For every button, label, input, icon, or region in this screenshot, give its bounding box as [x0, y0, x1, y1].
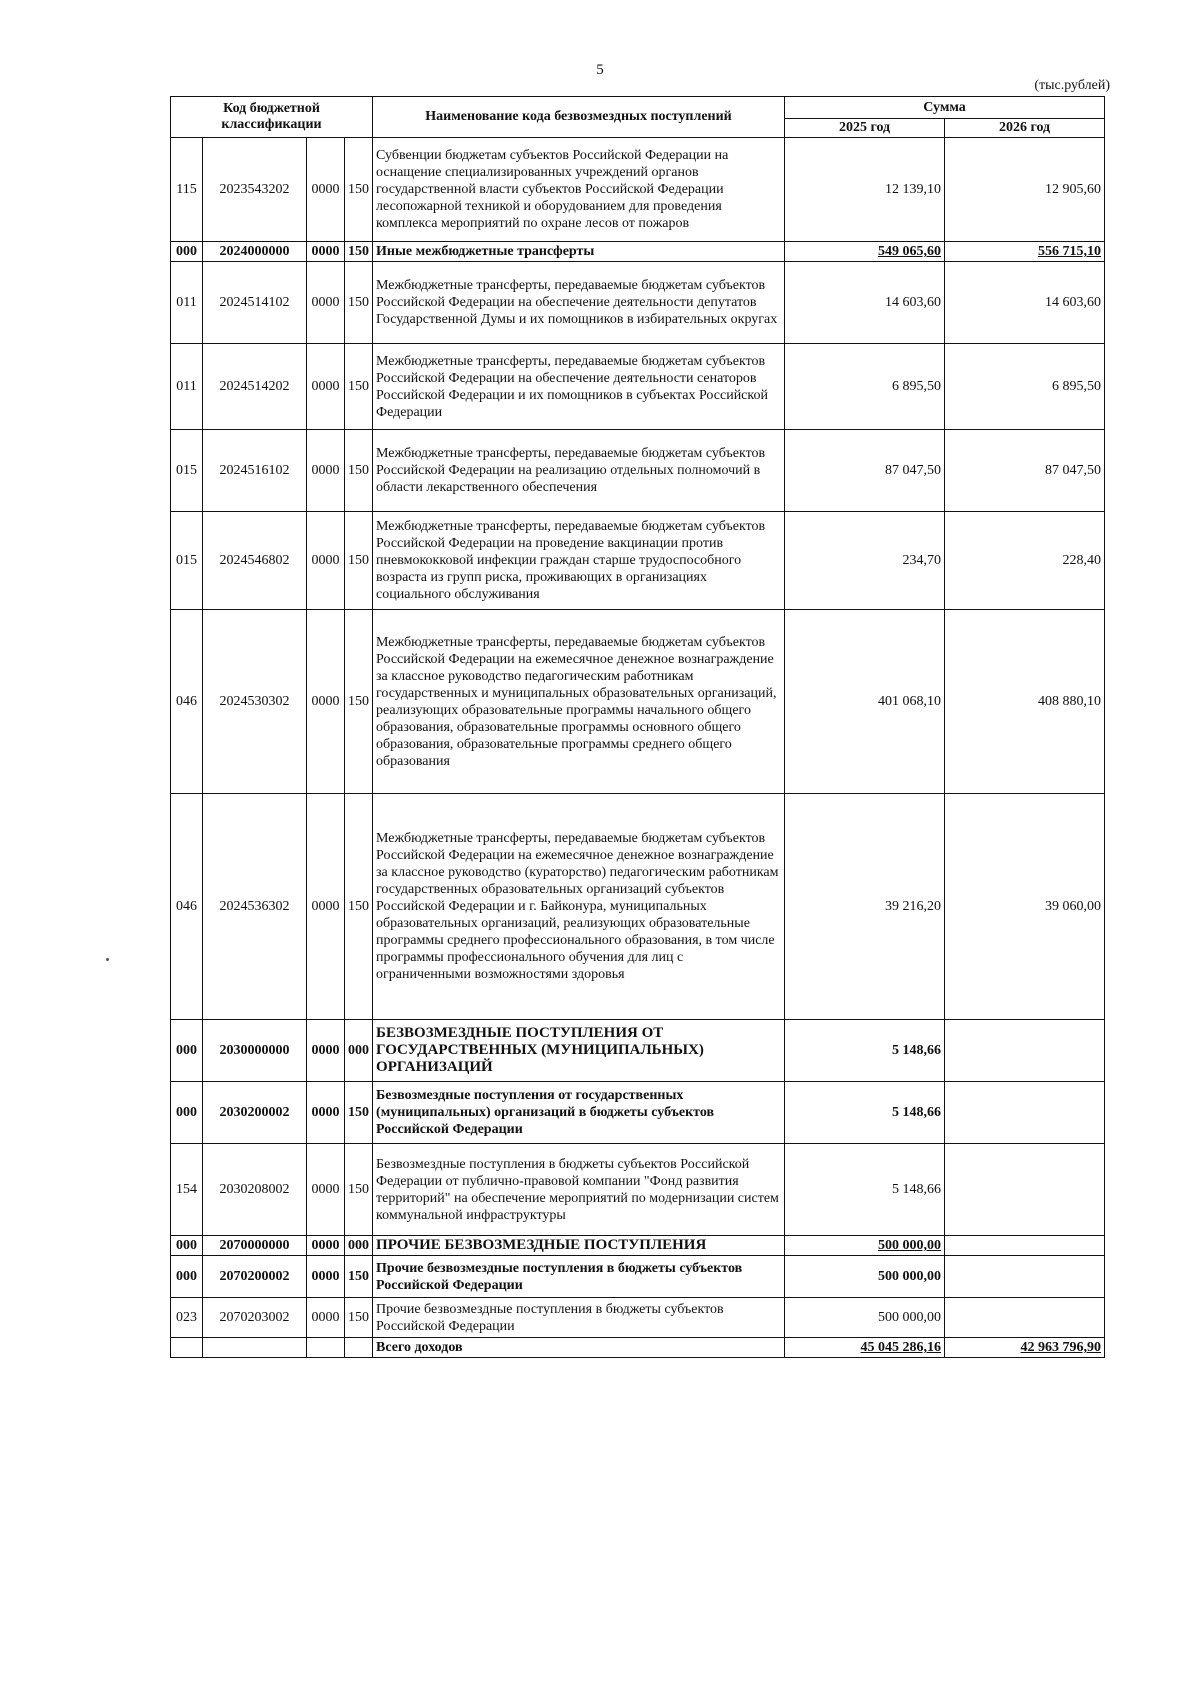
- value-2025: 45 045 286,16: [785, 1338, 945, 1358]
- value-2026: [945, 1144, 1105, 1236]
- row-name: Межбюджетные трансферты, передаваемые бюджетам субъектов Российской Федерации на проведение вакцинации против пневмококковой инфекции граждан старше трудоспособного возраста из групп риска, проживающих в организациях социального обслуживания: [373, 512, 785, 610]
- code-economic: 150: [345, 344, 373, 430]
- table-row: [171, 242, 1105, 262]
- value-2026: 228,40: [945, 512, 1105, 610]
- row-name: Всего доходов: [373, 1338, 785, 1358]
- table-row: [171, 1020, 1105, 1082]
- value-2025: 5 148,66: [785, 1082, 945, 1144]
- table-body: [171, 138, 1105, 1358]
- code-admin: 000: [171, 1256, 203, 1298]
- value-2026: [945, 1236, 1105, 1256]
- code-program: [307, 1338, 345, 1358]
- row-name: Межбюджетные трансферты, передаваемые бюджетам субъектов Российской Федерации на ежемесячное денежное вознаграждение за классное руководство педагогическим работникам государственных и муниципальных образовательных организаций, реализующих образовательные программы начального общего образования, образовательные программы основного общего образования, образовательные программы среднего общего образования: [373, 610, 785, 794]
- code-admin: 046: [171, 794, 203, 1020]
- row-name: Иные межбюджетные трансферты: [373, 242, 785, 262]
- code-program: 0000: [307, 1236, 345, 1256]
- table-row: [171, 512, 1105, 610]
- code-admin: [171, 1338, 203, 1358]
- row-name: БЕЗВОЗМЕЗДНЫЕ ПОСТУПЛЕНИЯ ОТ ГОСУДАРСТВЕННЫХ (МУНИЦИПАЛЬНЫХ) ОРГАНИЗАЦИЙ: [373, 1020, 785, 1082]
- value-2026: [945, 1298, 1105, 1338]
- code-type: 2024516102: [203, 430, 307, 512]
- code-type: [203, 1338, 307, 1358]
- code-admin: 046: [171, 610, 203, 794]
- code-admin: 000: [171, 242, 203, 262]
- code-type: 2024530302: [203, 610, 307, 794]
- code-program: 0000: [307, 138, 345, 242]
- table-row: [171, 1144, 1105, 1236]
- code-economic: [345, 1338, 373, 1358]
- code-economic: 150: [345, 610, 373, 794]
- code-admin: 023: [171, 1298, 203, 1338]
- value-2026: 87 047,50: [945, 430, 1105, 512]
- value-2026: 6 895,50: [945, 344, 1105, 430]
- code-program: 0000: [307, 242, 345, 262]
- table-row: [171, 1256, 1105, 1298]
- value-2026: [945, 1256, 1105, 1298]
- code-economic: 150: [345, 512, 373, 610]
- units-label: (тыс.рублей): [1034, 78, 1110, 93]
- value-2026: [945, 1082, 1105, 1144]
- table-row: [171, 1082, 1105, 1144]
- value-2025: 39 216,20: [785, 794, 945, 1020]
- code-program: 0000: [307, 610, 345, 794]
- value-2026: 42 963 796,90: [945, 1338, 1105, 1358]
- row-name: Прочие безвозмездные поступления в бюджеты субъектов Российской Федерации: [373, 1298, 785, 1338]
- value-2026: 556 715,10: [945, 242, 1105, 262]
- page-number: 5: [596, 62, 604, 78]
- code-admin: 011: [171, 262, 203, 344]
- code-economic: 150: [345, 138, 373, 242]
- value-2025: 6 895,50: [785, 344, 945, 430]
- value-2025: 12 139,10: [785, 138, 945, 242]
- row-name: Субвенции бюджетам субъектов Российской Федерации на оснащение специализированных учреждений органов государственной власти субъектов Российской Федерации лесопожарной техникой и оборудованием для проведения комплекса мероприятий по охране лесов от пожаров: [373, 138, 785, 242]
- code-program: 0000: [307, 1020, 345, 1082]
- value-2025: 549 065,60: [785, 242, 945, 262]
- row-name: Прочие безвозмездные поступления в бюджеты субъектов Российской Федерации: [373, 1256, 785, 1298]
- table-row: [171, 262, 1105, 344]
- code-type: 2030000000: [203, 1020, 307, 1082]
- header-year-2025: 2025 год: [785, 119, 945, 138]
- code-program: 0000: [307, 1082, 345, 1144]
- budget-table: [170, 96, 1105, 1358]
- code-economic: 150: [345, 1256, 373, 1298]
- value-2026: 408 880,10: [945, 610, 1105, 794]
- code-type: 2030208002: [203, 1144, 307, 1236]
- code-economic: 000: [345, 1236, 373, 1256]
- row-name: Межбюджетные трансферты, передаваемые бюджетам субъектов Российской Федерации на обеспечение деятельности депутатов Государственной Думы и их помощников в избирательных округах: [373, 262, 785, 344]
- code-type: 2070000000: [203, 1236, 307, 1256]
- code-program: 0000: [307, 1256, 345, 1298]
- row-name: Безвозмездные поступления от государственных (муниципальных) организаций в бюджеты субъектов Российской Федерации: [373, 1082, 785, 1144]
- code-type: 2070200002: [203, 1256, 307, 1298]
- code-admin: 015: [171, 512, 203, 610]
- value-2025: 500 000,00: [785, 1236, 945, 1256]
- code-economic: 000: [345, 1020, 373, 1082]
- row-name: Межбюджетные трансферты, передаваемые бюджетам субъектов Российской Федерации на реализацию отдельных полномочий в области лекарственного обеспечения: [373, 430, 785, 512]
- row-name: ПРОЧИЕ БЕЗВОЗМЕЗДНЫЕ ПОСТУПЛЕНИЯ: [373, 1236, 785, 1256]
- value-2025: 234,70: [785, 512, 945, 610]
- code-admin: 000: [171, 1236, 203, 1256]
- value-2026: 14 603,60: [945, 262, 1105, 344]
- table-row: [171, 794, 1105, 1020]
- code-program: 0000: [307, 262, 345, 344]
- code-program: 0000: [307, 794, 345, 1020]
- value-2025: 5 148,66: [785, 1144, 945, 1236]
- code-admin: 015: [171, 430, 203, 512]
- value-2025: 401 068,10: [785, 610, 945, 794]
- code-type: 2030200002: [203, 1082, 307, 1144]
- value-2025: 500 000,00: [785, 1256, 945, 1298]
- code-admin: 000: [171, 1020, 203, 1082]
- code-economic: 150: [345, 1082, 373, 1144]
- header-name: Наименование кода безвозмездных поступлений: [373, 97, 785, 138]
- scan-artifact-dot: [106, 958, 109, 961]
- header-code-group: Код бюджетной классификации: [171, 97, 373, 138]
- header-sum-group: Сумма: [785, 97, 1105, 119]
- value-2025: 14 603,60: [785, 262, 945, 344]
- row-name: Межбюджетные трансферты, передаваемые бюджетам субъектов Российской Федерации на обеспечение деятельности сенаторов Российской Федерации и их помощников в субъектах Российской Федерации: [373, 344, 785, 430]
- value-2025: 500 000,00: [785, 1298, 945, 1338]
- value-2026: 12 905,60: [945, 138, 1105, 242]
- code-economic: 150: [345, 1298, 373, 1338]
- code-program: 0000: [307, 1144, 345, 1236]
- table-row-total: [171, 1338, 1105, 1358]
- row-name: Безвозмездные поступления в бюджеты субъектов Российской Федерации от публично-правовой компании "Фонд развития территорий" на обеспечение мероприятий по модернизации систем коммунальной инфраструктуры: [373, 1144, 785, 1236]
- value-2025: 5 148,66: [785, 1020, 945, 1082]
- code-type: 2024000000: [203, 242, 307, 262]
- code-economic: 150: [345, 262, 373, 344]
- table-row: [171, 1236, 1105, 1256]
- code-economic: 150: [345, 794, 373, 1020]
- code-type: 2024536302: [203, 794, 307, 1020]
- code-type: 2024514202: [203, 344, 307, 430]
- table-row: [171, 430, 1105, 512]
- code-economic: 150: [345, 1144, 373, 1236]
- value-2026: [945, 1020, 1105, 1082]
- table-row: [171, 1298, 1105, 1338]
- table-header: [171, 97, 1105, 138]
- code-economic: 150: [345, 430, 373, 512]
- code-admin: 115: [171, 138, 203, 242]
- code-type: 2024546802: [203, 512, 307, 610]
- value-2026: 39 060,00: [945, 794, 1105, 1020]
- code-program: 0000: [307, 512, 345, 610]
- code-economic: 150: [345, 242, 373, 262]
- code-type: 2024514102: [203, 262, 307, 344]
- code-admin: 000: [171, 1082, 203, 1144]
- code-program: 0000: [307, 430, 345, 512]
- table-row: [171, 138, 1105, 242]
- table-row: [171, 610, 1105, 794]
- code-type: 2023543202: [203, 138, 307, 242]
- code-admin: 011: [171, 344, 203, 430]
- code-program: 0000: [307, 344, 345, 430]
- code-admin: 154: [171, 1144, 203, 1236]
- header-year-2026: 2026 год: [945, 119, 1105, 138]
- row-name: Межбюджетные трансферты, передаваемые бюджетам субъектов Российской Федерации на ежемесячное денежное вознаграждение за классное руководство (кураторство) педагогическим работникам государственных образовательных организаций субъектов Российской Федерации и г. Байконура, муниципальных образовательных организаций, реализующих образовательные программы среднего профессионального образования, в том числе программы профессионального обучения для лиц с ограниченными возможностями здоровья: [373, 794, 785, 1020]
- code-type: 2070203002: [203, 1298, 307, 1338]
- table-row: [171, 344, 1105, 430]
- value-2025: 87 047,50: [785, 430, 945, 512]
- code-program: 0000: [307, 1298, 345, 1338]
